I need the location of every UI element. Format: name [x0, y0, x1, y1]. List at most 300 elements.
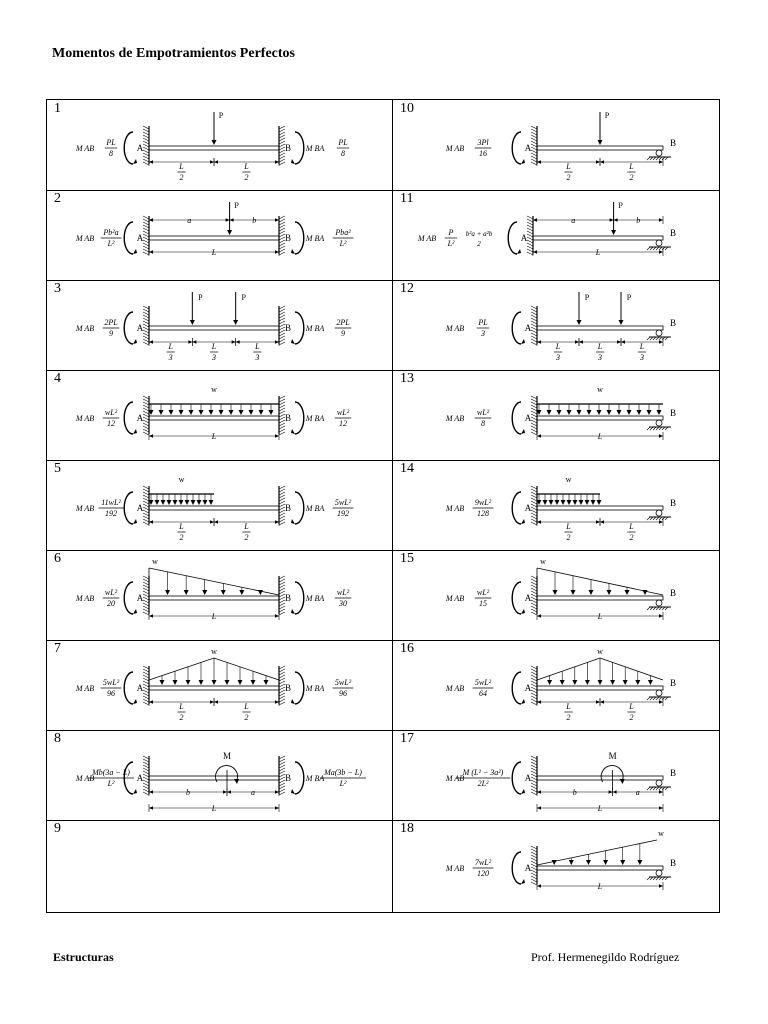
- support-b-label: B: [284, 233, 292, 243]
- beam: [149, 416, 279, 420]
- fixed-support-a: [531, 666, 537, 705]
- moment-arrow-a: [512, 582, 521, 614]
- dimension-label-num: L: [168, 342, 173, 351]
- beam-diagram: [47, 100, 383, 190]
- dimension-l-a2: [659, 884, 663, 888]
- moment-ba-label: M BA: [305, 774, 325, 783]
- moment-arrow-a-head: [521, 429, 525, 434]
- beam-diagram: [393, 730, 729, 820]
- dimension-label: [554, 342, 562, 362]
- dimension-label-den: 3: [168, 353, 173, 362]
- distributed-load-arrow-head: [567, 500, 572, 505]
- dimension-label-den: 2: [566, 173, 571, 182]
- moment-ab-formula-den: L²: [107, 239, 115, 248]
- load-label: w: [211, 647, 217, 656]
- moment-arrow-a-head: [133, 789, 137, 794]
- distributed-load-arrow-head: [179, 500, 184, 505]
- moment-ab-formula-den: 96: [107, 689, 115, 698]
- case-cell-17: [393, 730, 729, 820]
- moment-ba-formula: [320, 768, 366, 788]
- distributed-load-arrow-head: [617, 410, 622, 415]
- dimension-label: [253, 342, 261, 362]
- distributed-load-arrow-head: [589, 590, 594, 595]
- moment-ba-formula-num: wL²: [336, 408, 350, 417]
- distributed-load-arrow-head: [189, 410, 194, 415]
- dimension-l-a2: [659, 434, 663, 438]
- moment-ab-formula: [99, 498, 124, 518]
- case-number: 12: [400, 281, 414, 296]
- moment-arrow-b-head: [291, 159, 295, 164]
- moment-arrow-b: [295, 492, 304, 524]
- dimension-label: L: [211, 804, 217, 813]
- fixed-support-a: [143, 486, 149, 525]
- moment-ab-label: M AB: [445, 324, 465, 333]
- dimension-label: L: [597, 612, 603, 621]
- dimension-segment-2-a1: [214, 160, 218, 164]
- moment-arrow-a-head: [521, 879, 525, 884]
- dimension-label-den: 3: [212, 353, 216, 362]
- dimension-label-den: 2: [244, 173, 249, 182]
- dimension-label-num: L: [244, 522, 249, 531]
- distributed-load-arrow-head: [620, 860, 625, 865]
- distributed-load-arrow-head: [238, 680, 243, 685]
- distributed-load-arrow-head: [607, 410, 612, 415]
- dimension-label: [627, 702, 635, 722]
- dimension-label: [210, 342, 218, 362]
- moment-ba-formula-num: 5wL²: [334, 498, 352, 507]
- beam-diagram: [393, 550, 729, 640]
- dimension-b-a2: [659, 218, 663, 222]
- load-label: w: [178, 475, 185, 484]
- moment-ba-formula-den: 96: [339, 689, 347, 698]
- distributed-load-arrow-head: [185, 500, 190, 505]
- dimension-l-a2: [275, 614, 279, 618]
- moment-ab-formula: [475, 138, 492, 158]
- distributed-load-arrow-head: [637, 410, 642, 415]
- moment-ab-formula: [101, 678, 122, 698]
- dimension-label: [564, 162, 572, 182]
- roller-support-b: [647, 420, 671, 430]
- moment-ab-label: M AB: [445, 684, 465, 693]
- dimension-segment-1-a2: [210, 700, 214, 704]
- point-load-2-head: [619, 320, 624, 325]
- dimension-segment-1-a2: [188, 340, 192, 344]
- dimension-segment-2-a1: [192, 340, 196, 344]
- dimension-segment-2-a1: [579, 340, 583, 344]
- dimension-label: a: [571, 216, 576, 225]
- support-b-label: B: [284, 413, 292, 423]
- moment-ab-formula: [456, 768, 510, 788]
- moment-arrow-b-head: [291, 249, 295, 254]
- dimension-l-a2: [275, 434, 279, 438]
- load-label: P: [584, 293, 590, 302]
- distributed-load-arrow-head: [571, 590, 576, 595]
- moment-arrow-a-head: [133, 699, 137, 704]
- case-number: 7: [54, 641, 61, 656]
- moment-ba-label: M BA: [305, 144, 325, 153]
- moment-ab-formula: [103, 588, 120, 608]
- moment-arrow-a: [124, 492, 133, 524]
- support-b-label: B: [284, 683, 292, 693]
- distributed-load-arrow-head: [543, 500, 548, 505]
- load-label: M: [222, 751, 232, 761]
- case-number: 11: [400, 191, 414, 206]
- distributed-load-arrow-head: [547, 410, 552, 415]
- moment-arrow-a-head: [133, 249, 137, 254]
- moment-ba-label: M BA: [305, 234, 325, 243]
- distributed-load-arrow-head: [202, 590, 207, 595]
- beam-diagram: [393, 280, 729, 370]
- fixed-support-a: [143, 216, 149, 255]
- load-label: P: [618, 201, 623, 210]
- distributed-load-arrow-head: [159, 410, 164, 415]
- formula-table: [46, 99, 720, 913]
- dimension-label: [627, 162, 635, 182]
- load-label: w: [211, 385, 217, 394]
- dimension-label: a: [635, 788, 640, 797]
- dimension-label: [564, 522, 572, 542]
- dimension-label-num: L: [566, 162, 571, 171]
- moment-ab-bracket-den: 2: [477, 240, 481, 248]
- dimension-label-num: L: [566, 702, 571, 711]
- moment-arrow-b: [295, 672, 304, 704]
- moment-ab-formula-den: 128: [477, 509, 489, 518]
- moment-arrow-a: [124, 222, 133, 254]
- beam: [537, 596, 663, 600]
- moment-ab-formula-num: wL²: [476, 588, 490, 597]
- case-number: 6: [54, 551, 61, 566]
- dimension-label-den: 2: [629, 533, 634, 542]
- dimension-label-den: 2: [179, 713, 184, 722]
- distributed-load-arrow-head: [269, 410, 274, 415]
- dimension-label-num: L: [639, 342, 645, 351]
- moment-ab-label: M AB: [445, 144, 465, 153]
- case-number: 13: [400, 371, 414, 386]
- dimension-l-a1: [537, 434, 541, 438]
- case-number: 1: [54, 101, 61, 116]
- fixed-support-a: [143, 576, 149, 615]
- moment-ab-formula: [473, 498, 494, 518]
- dimension-segment-1-a2: [575, 340, 579, 344]
- distributed-load-arrow-head: [173, 680, 178, 685]
- dimension-label: [596, 342, 604, 362]
- moment-arrow-a-head: [521, 609, 525, 614]
- point-load-head: [212, 140, 217, 145]
- dimension-segment-2-a1: [214, 700, 218, 704]
- moment-ab-formula-den: 64: [479, 689, 487, 698]
- dimension-b-a1: [614, 218, 618, 222]
- moment-ab-label: M AB: [75, 774, 95, 783]
- fixed-support-a: [531, 126, 537, 165]
- support-a-label: A: [524, 323, 532, 333]
- fixed-support-a: [527, 216, 533, 255]
- distributed-load-arrow-head: [169, 410, 174, 415]
- fixed-support-a: [143, 756, 149, 795]
- moment-arrow-b: [295, 402, 304, 434]
- moment-ba-label: M BA: [305, 324, 325, 333]
- moment-ba-label: M BA: [305, 594, 325, 603]
- support-a-label: A: [136, 683, 144, 693]
- fixed-support-a: [531, 576, 537, 615]
- distributed-load-arrow-head: [598, 680, 603, 685]
- support-b-label: B: [284, 593, 292, 603]
- dimension-segment-1-a1: [149, 160, 153, 164]
- moment-ab-prefix: [445, 228, 457, 248]
- moment-ab-formula: [88, 768, 134, 788]
- case-cell-5: [47, 460, 383, 550]
- case-cell-6: [47, 550, 383, 640]
- dimension-segment-2-a2: [659, 520, 663, 524]
- case-number: 10: [400, 101, 414, 116]
- support-b-label: B: [669, 858, 677, 868]
- dimension-segment-2-a2: [659, 160, 663, 164]
- distributed-load-arrow-head: [585, 680, 590, 685]
- dimension-segment-1-a1: [149, 520, 153, 524]
- moment-arrow-a: [124, 672, 133, 704]
- dimension-segment-1-a2: [596, 160, 600, 164]
- support-b-label: B: [284, 143, 292, 153]
- support-a-label: A: [136, 773, 144, 783]
- distributed-load-arrow-head: [607, 590, 612, 595]
- distributed-load-arrow-head: [555, 500, 560, 505]
- moment-ba-formula: [335, 318, 352, 338]
- moment-ab-formula: [105, 138, 117, 158]
- distributed-load-arrow-head: [560, 680, 565, 685]
- distributed-load-arrow-head: [155, 500, 160, 505]
- fixed-support-a: [143, 306, 149, 345]
- moment-arrow-b-head: [291, 339, 295, 344]
- beam: [149, 236, 279, 240]
- moment-ab-formula-den: 15: [479, 599, 487, 608]
- moment-ba-formula-num: wL²: [336, 588, 350, 597]
- roller-support-b: [647, 240, 671, 250]
- moment-ab-label: M AB: [445, 864, 465, 873]
- distributed-load-arrow-head: [610, 680, 615, 685]
- beam-diagram: [47, 730, 383, 820]
- dimension-label: a: [251, 788, 255, 797]
- dimension-segment-3-a2: [659, 340, 663, 344]
- moment-arrow-a: [124, 582, 133, 614]
- moment-ab-label: M AB: [445, 774, 465, 783]
- moment-arrow-b-head: [291, 609, 295, 614]
- support-b-label: B: [669, 768, 677, 778]
- case-number: 8: [54, 731, 61, 746]
- case-cell-14: [393, 460, 729, 550]
- moment-ab-formula-num: 2PL: [104, 318, 118, 327]
- dimension-label: [242, 162, 250, 182]
- dimension-label: [177, 162, 185, 182]
- beam: [537, 776, 663, 780]
- case-cell-12: [393, 280, 729, 370]
- moment-ab-label: M AB: [75, 684, 95, 693]
- distributed-load-arrow-head: [249, 410, 254, 415]
- dimension-segment-2-a1: [600, 700, 604, 704]
- dimension-l-a1: [149, 434, 153, 438]
- beam-diagram: [47, 460, 383, 550]
- dimension-segment-1-a2: [596, 520, 600, 524]
- beam-diagram: [393, 370, 729, 460]
- dimension-segment-1-a1: [149, 700, 153, 704]
- moment-ba-formula: [333, 678, 354, 698]
- dimension-label-num: L: [211, 342, 217, 351]
- distributed-load-arrow-head: [579, 500, 584, 505]
- moment-ab-formula-num: PL: [106, 138, 116, 147]
- beam-diagram: [47, 190, 383, 280]
- distributed-load-arrow-head: [199, 680, 204, 685]
- moment-arrow-a: [512, 852, 521, 884]
- moment-arrow-b-head: [291, 519, 295, 524]
- case-number: 18: [400, 821, 414, 836]
- roller-support-b: [647, 510, 671, 520]
- moment-ab-formula: [103, 408, 120, 428]
- beam: [537, 146, 663, 150]
- distributed-load-arrow-head: [161, 500, 166, 505]
- moment-arrow-b: [295, 312, 304, 344]
- moment-arrow-b: [295, 222, 304, 254]
- support-a-label: A: [136, 143, 144, 153]
- distributed-load-arrow-head: [569, 860, 574, 865]
- distributed-load-arrow-head: [643, 590, 648, 595]
- dimension-label-num: L: [566, 522, 571, 531]
- roller-support-b: [647, 150, 671, 160]
- support-a-label: A: [524, 773, 532, 783]
- dimension-label-num: L: [255, 342, 260, 351]
- point-load-1-head: [577, 320, 582, 325]
- fixed-support-a: [143, 396, 149, 435]
- dimension-segment-2-a1: [214, 520, 218, 524]
- case-cell-15: [393, 550, 729, 640]
- dimension-label: b: [252, 216, 257, 225]
- moment-ab-label: M AB: [445, 594, 465, 603]
- dimension-label-num: L: [629, 522, 634, 531]
- dimension-label-num: L: [244, 702, 249, 711]
- moment-ba-formula: [335, 408, 352, 428]
- distributed-load-arrow-head: [547, 680, 552, 685]
- distributed-load-arrow-head: [212, 680, 217, 685]
- case-cell-8: [47, 730, 383, 820]
- dimension-label-den: 2: [244, 713, 249, 722]
- distributed-load-arrow-head: [203, 500, 208, 505]
- dimension-label: L: [211, 248, 217, 257]
- moment-arrow-a: [124, 312, 133, 344]
- distributed-load-arrow-head: [258, 590, 263, 595]
- dimension-label-den: 2: [179, 173, 184, 182]
- beam-diagram: [393, 640, 729, 730]
- moment-ab-formula: [473, 858, 494, 878]
- moment-arrow-b: [295, 762, 304, 794]
- dimension-label: [177, 522, 185, 542]
- beam: [149, 506, 279, 510]
- case-cell-9: [47, 820, 383, 910]
- distributed-load-arrow-head: [627, 410, 632, 415]
- moment-ab-bracket: b²a + a²b: [465, 230, 493, 238]
- dimension-label: [564, 702, 572, 722]
- distributed-load-arrow-head: [179, 410, 184, 415]
- case-cell-13: [393, 370, 729, 460]
- roller-support-b: [647, 780, 671, 790]
- fixed-support-a: [531, 486, 537, 525]
- dimension-l-a1: [149, 614, 153, 618]
- support-b-label: B: [669, 588, 677, 598]
- dimension-label-den: 3: [640, 353, 644, 362]
- moment-arrow-a-head: [521, 699, 525, 704]
- distributed-load-arrow-head: [549, 500, 554, 505]
- distributed-load-arrow-head: [219, 410, 224, 415]
- support-b-label: B: [669, 408, 677, 418]
- support-b-label: B: [669, 228, 677, 238]
- moment-ab-label: M AB: [75, 324, 95, 333]
- case-cell-11: [393, 190, 729, 280]
- distributed-load-arrow-head: [259, 410, 264, 415]
- distributed-load-arrow-head: [221, 590, 226, 595]
- moment-ba-formula-den: 9: [341, 329, 345, 338]
- applied-moment-head: [620, 779, 625, 784]
- point-load-2-head: [233, 320, 238, 325]
- roller-support-b: [647, 870, 671, 880]
- distributed-load-arrow-head: [603, 860, 608, 865]
- dimension-segment-2-a2: [617, 340, 621, 344]
- support-a-label: A: [524, 413, 532, 423]
- point-load-head: [598, 140, 603, 145]
- moment-arrow-a-head: [521, 519, 525, 524]
- support-a-label: A: [136, 593, 144, 603]
- support-a-label: A: [524, 593, 532, 603]
- dimension-l-a1: [537, 614, 541, 618]
- moment-arrow-a: [508, 222, 517, 254]
- dimension-segment-2-a2: [659, 700, 663, 704]
- distributed-load-arrow-head: [173, 500, 178, 505]
- beam: [533, 236, 663, 240]
- distributed-load-arrow-head: [552, 860, 557, 865]
- moment-ab-prefix-num: P: [448, 228, 454, 237]
- moment-ab-formula-num: 9wL²: [474, 498, 492, 507]
- moment-ab-formula-den: L²: [107, 779, 115, 788]
- dimension-label-num: L: [597, 342, 603, 351]
- distributed-load-arrow-head: [586, 860, 591, 865]
- moment-ab-formula-num: wL²: [104, 588, 118, 597]
- moment-ba-formula-den: L²: [339, 779, 347, 788]
- moment-ab-formula: [475, 588, 492, 608]
- distributed-load-arrow-head: [251, 680, 256, 685]
- beam-diagram: [47, 280, 383, 370]
- moment-ab-formula-den: 16: [479, 149, 487, 158]
- load-label: P: [604, 111, 610, 120]
- dimension-segment-1-a1: [149, 340, 153, 344]
- moment-ba-formula-num: Pba²: [335, 228, 351, 237]
- moment-ab-formula: [473, 678, 494, 698]
- support-b-label: B: [669, 138, 677, 148]
- distributed-load-arrow-head: [597, 500, 602, 505]
- beam: [149, 596, 279, 600]
- dimension-b-a1: [230, 218, 234, 222]
- dimension-label: [242, 702, 250, 722]
- moment-ba-formula-den: 192: [337, 509, 349, 518]
- beam-diagram: [393, 100, 729, 190]
- case-cell-4: [47, 370, 383, 460]
- moment-arrow-a-head: [133, 339, 137, 344]
- dimension-label-num: L: [629, 702, 634, 711]
- dimension-segment-1-a2: [210, 160, 214, 164]
- support-a-label: A: [136, 233, 144, 243]
- dimension-label: L: [211, 432, 217, 441]
- distributed-load-arrow-head: [625, 590, 630, 595]
- distributed-load-arrow-head: [165, 590, 170, 595]
- moment-arrow-a-head: [517, 249, 521, 254]
- load-label: w: [540, 557, 546, 566]
- distributed-load-arrow-head: [567, 410, 572, 415]
- case-number: 14: [400, 461, 414, 476]
- dimension-label: [242, 522, 250, 542]
